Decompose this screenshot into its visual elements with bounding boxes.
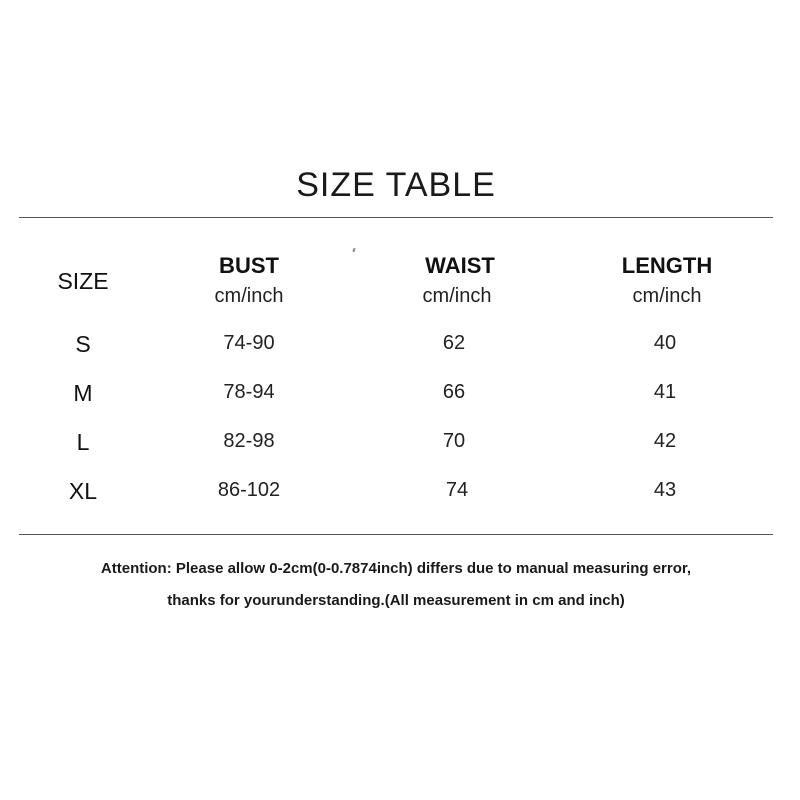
waist-cell: 62 [442, 332, 466, 354]
size-cell: S [75, 331, 91, 357]
bottom-divider [19, 534, 773, 535]
stray-mark [352, 248, 355, 252]
length-cell: 42 [653, 430, 677, 452]
attention-note: Attention: Please allow 0-2cm(0-0.7874inch) differs due to manual measuring error, [100, 560, 692, 577]
bust-cell: 82-98 [223, 430, 275, 452]
waist-cell: 66 [442, 381, 466, 403]
size-cell: L [76, 429, 90, 455]
thanks-note: thanks for yourunderstanding.(All measurement in cm and inch) [167, 592, 625, 609]
bust-cell: 78-94 [223, 381, 275, 403]
header-size: SIZE [57, 268, 109, 294]
length-cell: 41 [653, 381, 677, 403]
header-length-unit: cm/inch [632, 285, 702, 307]
header-bust: BUST [219, 253, 279, 278]
waist-cell: 70 [442, 430, 466, 452]
size-cell: M [73, 380, 93, 406]
bust-cell: 86-102 [217, 479, 281, 501]
header-bust-unit: cm/inch [214, 285, 284, 307]
header-length: LENGTH [621, 253, 713, 278]
page-title: SIZE TABLE [296, 166, 496, 204]
bust-cell: 74-90 [223, 332, 275, 354]
length-cell: 40 [653, 332, 677, 354]
length-cell: 43 [653, 479, 677, 501]
header-waist-unit: cm/inch [422, 285, 492, 307]
size-cell: XL [68, 478, 98, 504]
waist-cell: 74 [445, 479, 469, 501]
top-divider [19, 217, 773, 218]
header-waist: WAIST [425, 253, 495, 278]
